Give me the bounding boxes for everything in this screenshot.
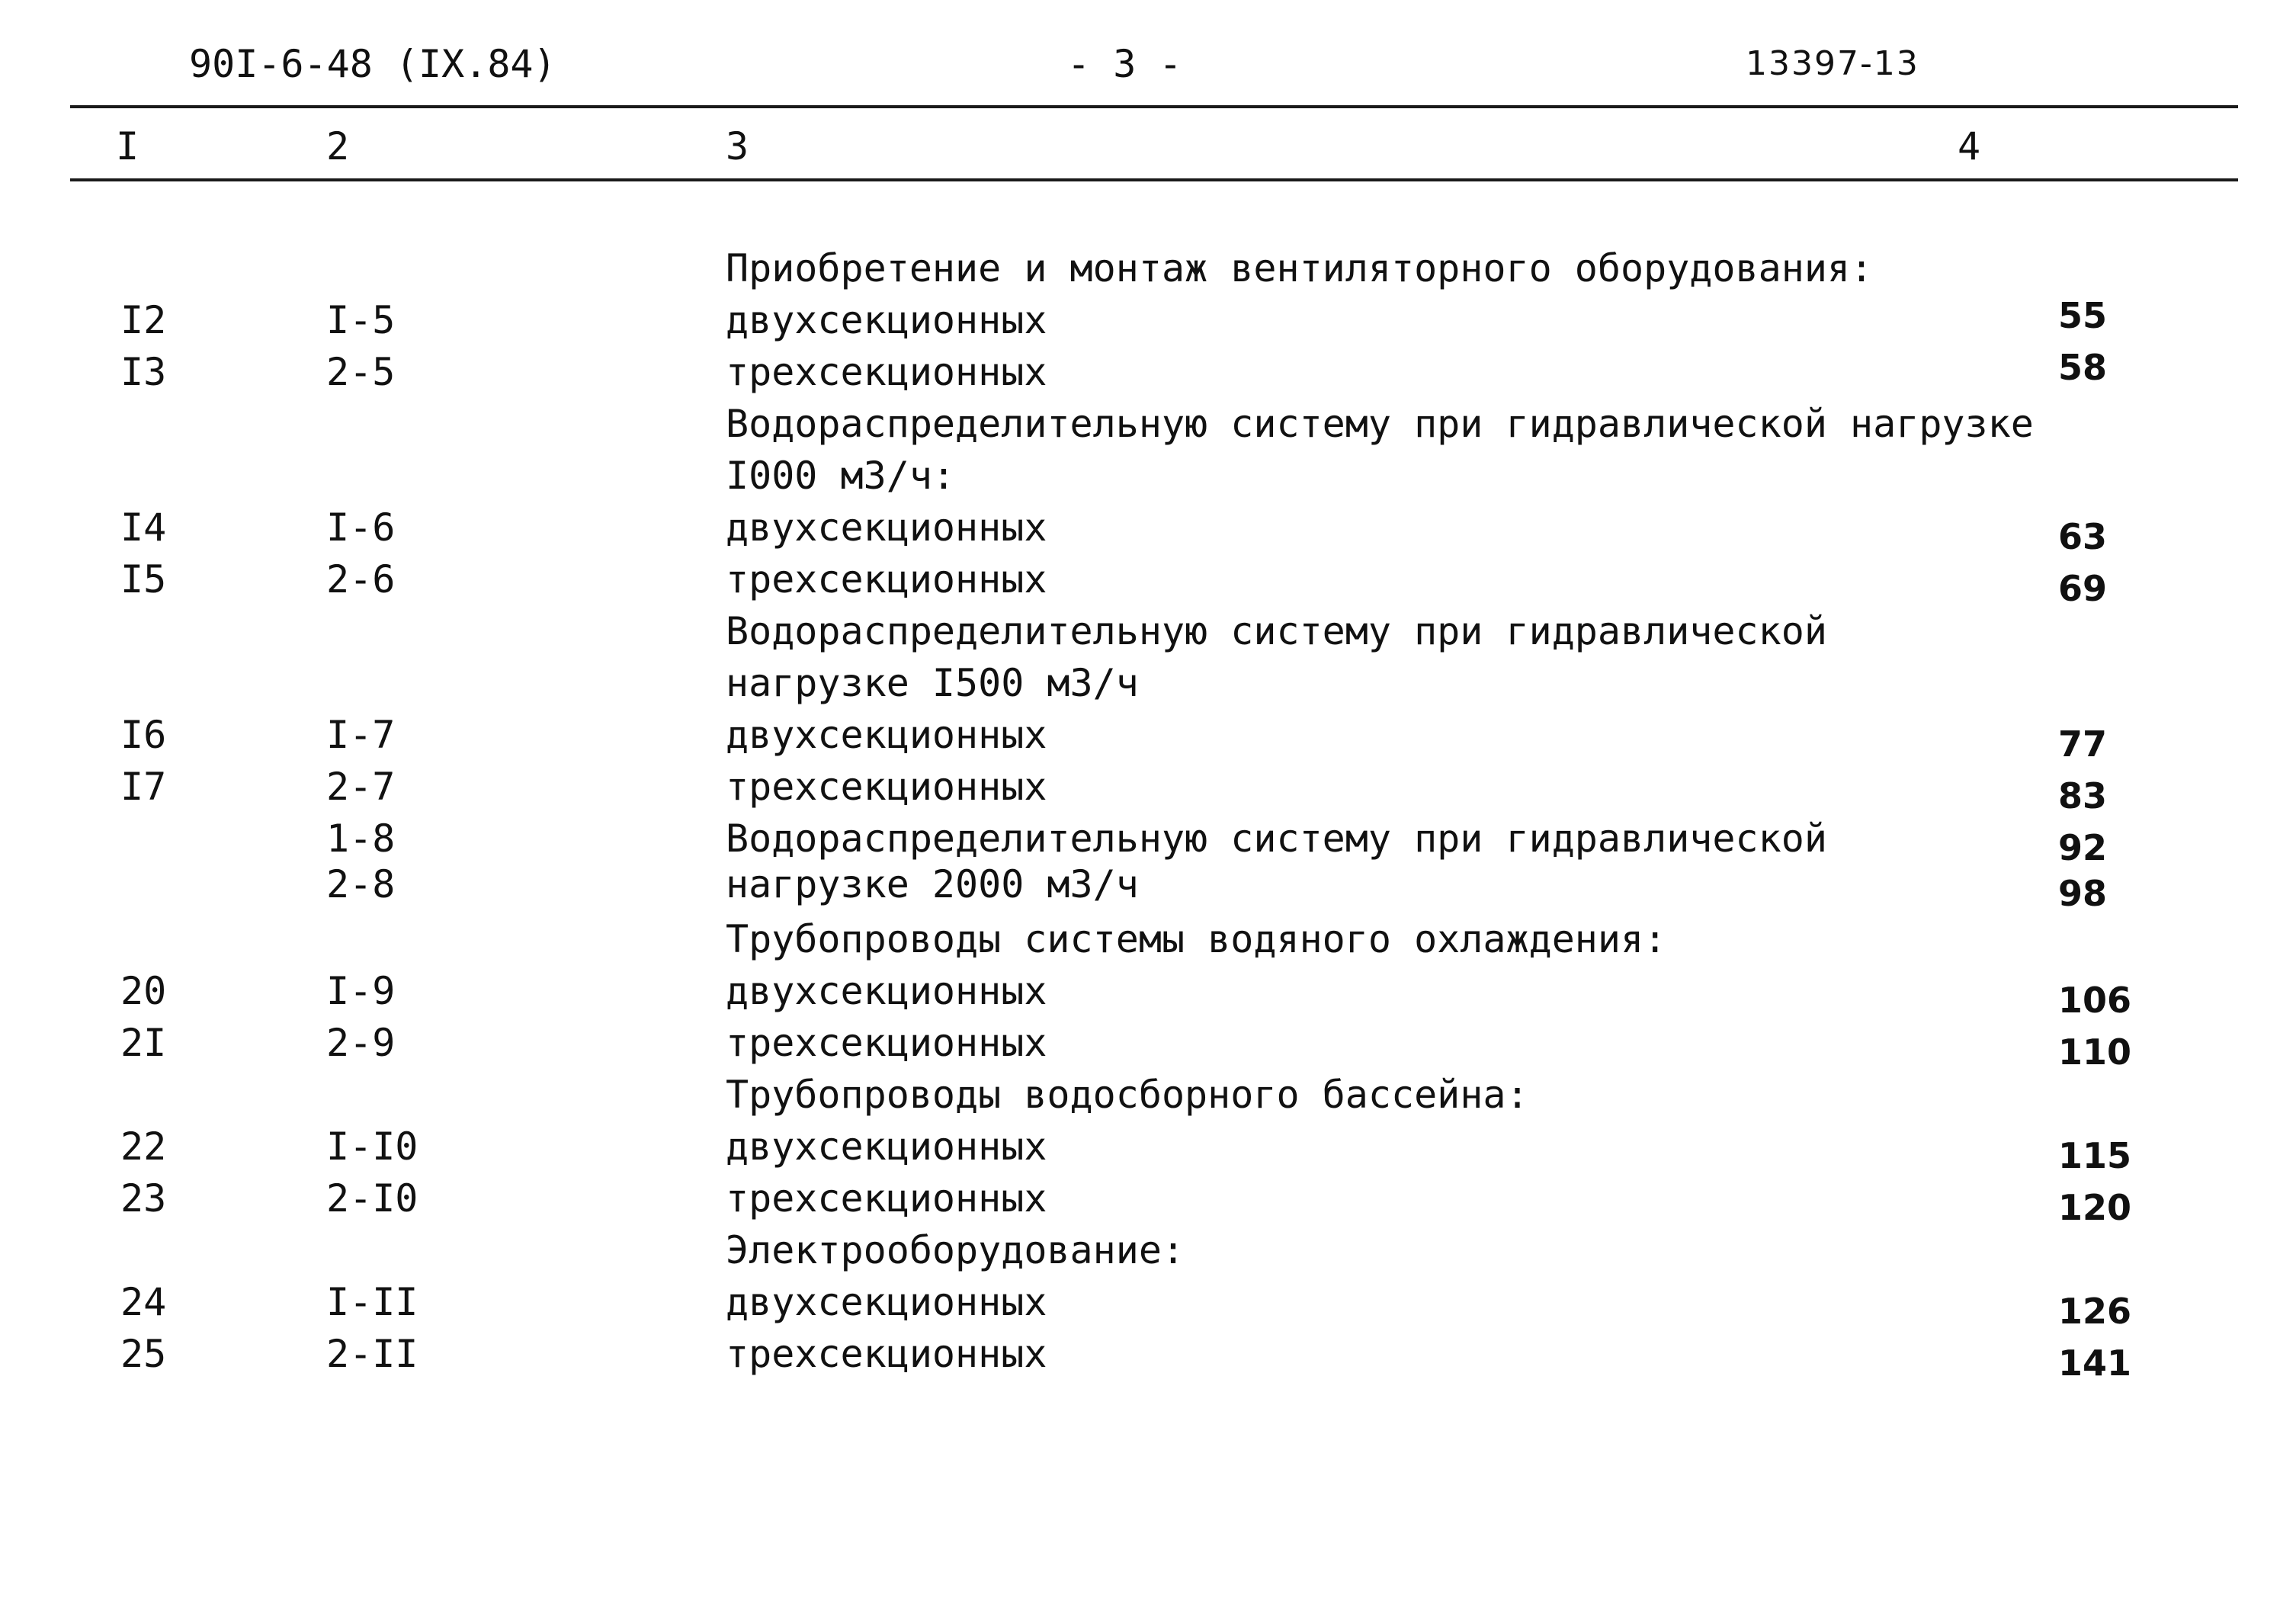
table-row — [0, 398, 2296, 450]
row-number: I6 — [120, 713, 167, 757]
table-row — [0, 242, 2296, 294]
row-number: I2 — [120, 298, 167, 342]
table-header-rule — [70, 178, 2238, 181]
item-description: двухсекционных — [726, 1124, 1047, 1169]
page-reference: 83 — [2058, 775, 2108, 816]
item-description: Водораспределительную систему при гидравлической — [726, 609, 1827, 653]
sheet-reference: 2-8 — [326, 862, 396, 906]
sheet-reference: 2-7 — [326, 765, 396, 809]
sheet-reference: I-I0 — [326, 1124, 418, 1169]
item-description: Приобретение и монтаж вентиляторного оборудования: — [726, 246, 1874, 290]
sheet-id: 13397-13 — [1746, 44, 1919, 83]
table-row — [0, 1069, 2296, 1121]
table-row — [0, 1328, 2296, 1384]
column-header-4: 4 — [1958, 124, 1981, 168]
item-description: трехсекционных — [726, 765, 1047, 809]
page-reference: 55 — [2058, 295, 2108, 336]
column-header-3: 3 — [726, 124, 749, 168]
item-description: трехсекционных — [726, 1176, 1047, 1221]
page-reference: 126 — [2058, 1291, 2132, 1332]
page-reference: 141 — [2058, 1343, 2132, 1384]
table-row — [0, 450, 2296, 502]
page-reference: 92 — [2058, 827, 2108, 868]
table-row — [0, 1276, 2296, 1332]
table-row — [0, 1017, 2296, 1073]
item-description: трехсекционных — [726, 350, 1047, 394]
sheet-reference: 2-5 — [326, 350, 396, 394]
item-description: трехсекционных — [726, 557, 1047, 601]
row-number: I4 — [120, 505, 167, 550]
item-description: двухсекционных — [726, 505, 1047, 550]
page-reference: 110 — [2058, 1031, 2132, 1073]
table-row — [0, 605, 2296, 657]
row-number: 2I — [120, 1021, 167, 1065]
page-reference: 58 — [2058, 347, 2108, 388]
table-row — [0, 761, 2296, 816]
table-row — [0, 913, 2296, 965]
page-reference: 98 — [2058, 873, 2108, 914]
table-row — [0, 858, 2296, 914]
item-description: двухсекционных — [726, 713, 1047, 757]
page-reference: 106 — [2058, 980, 2132, 1021]
table-row — [0, 294, 2296, 346]
sheet-reference: 2-I0 — [326, 1176, 418, 1221]
column-header-2: 2 — [326, 124, 350, 168]
table-row — [0, 657, 2296, 709]
row-number: 20 — [120, 969, 167, 1013]
row-number: I3 — [120, 350, 167, 394]
table-row — [0, 1224, 2296, 1276]
page-reference: 77 — [2058, 723, 2108, 765]
column-header-1: I — [116, 124, 139, 168]
document-code: 90I-6-48 (IX.84) — [189, 42, 556, 86]
row-number: 23 — [120, 1176, 167, 1221]
sheet-reference: I-II — [326, 1280, 418, 1324]
table-row — [0, 1172, 2296, 1228]
item-description: Водораспределительную систему при гидравлической нагрузке — [726, 402, 2034, 446]
table-row — [0, 553, 2296, 609]
item-description: I000 м3/ч: — [726, 454, 956, 498]
sheet-reference: I-7 — [326, 713, 396, 757]
row-number: 25 — [120, 1332, 167, 1376]
item-description: Трубопроводы системы водяного охлаждения: — [726, 917, 1667, 961]
item-description: двухсекционных — [726, 298, 1047, 342]
sheet-reference: I-5 — [326, 298, 396, 342]
item-description: двухсекционных — [726, 1280, 1047, 1324]
table-row — [0, 709, 2296, 765]
page-reference: 63 — [2058, 516, 2108, 557]
sheet-reference: 2-6 — [326, 557, 396, 601]
table-row — [0, 813, 2296, 868]
row-number: 22 — [120, 1124, 167, 1169]
table-row — [0, 502, 2296, 557]
page-reference: 115 — [2058, 1135, 2132, 1176]
table-row — [0, 1121, 2296, 1176]
sheet-reference: 1-8 — [326, 816, 396, 861]
page-reference: 120 — [2058, 1187, 2132, 1228]
item-description: нагрузке I500 м3/ч — [726, 661, 1139, 705]
page-number: - 3 - — [1067, 42, 1182, 86]
item-description: нагрузке 2000 м3/ч — [726, 862, 1139, 906]
item-description: Электрооборудование: — [726, 1228, 1185, 1272]
sheet-reference: 2-9 — [326, 1021, 396, 1065]
item-description: трехсекционных — [726, 1021, 1047, 1065]
page-reference: 69 — [2058, 568, 2108, 609]
table-row — [0, 965, 2296, 1021]
row-number: I7 — [120, 765, 167, 809]
item-description: двухсекционных — [726, 969, 1047, 1013]
sheet-reference: I-6 — [326, 505, 396, 550]
item-description: трехсекционных — [726, 1332, 1047, 1376]
item-description: Водораспределительную систему при гидравлической — [726, 816, 1827, 861]
sheet-reference: 2-II — [326, 1332, 418, 1376]
item-description: Трубопроводы водосборного бассейна: — [726, 1073, 1529, 1117]
table-top-rule — [70, 105, 2238, 108]
sheet-reference: I-9 — [326, 969, 396, 1013]
table-row — [0, 346, 2296, 398]
row-number: 24 — [120, 1280, 167, 1324]
row-number: I5 — [120, 557, 167, 601]
